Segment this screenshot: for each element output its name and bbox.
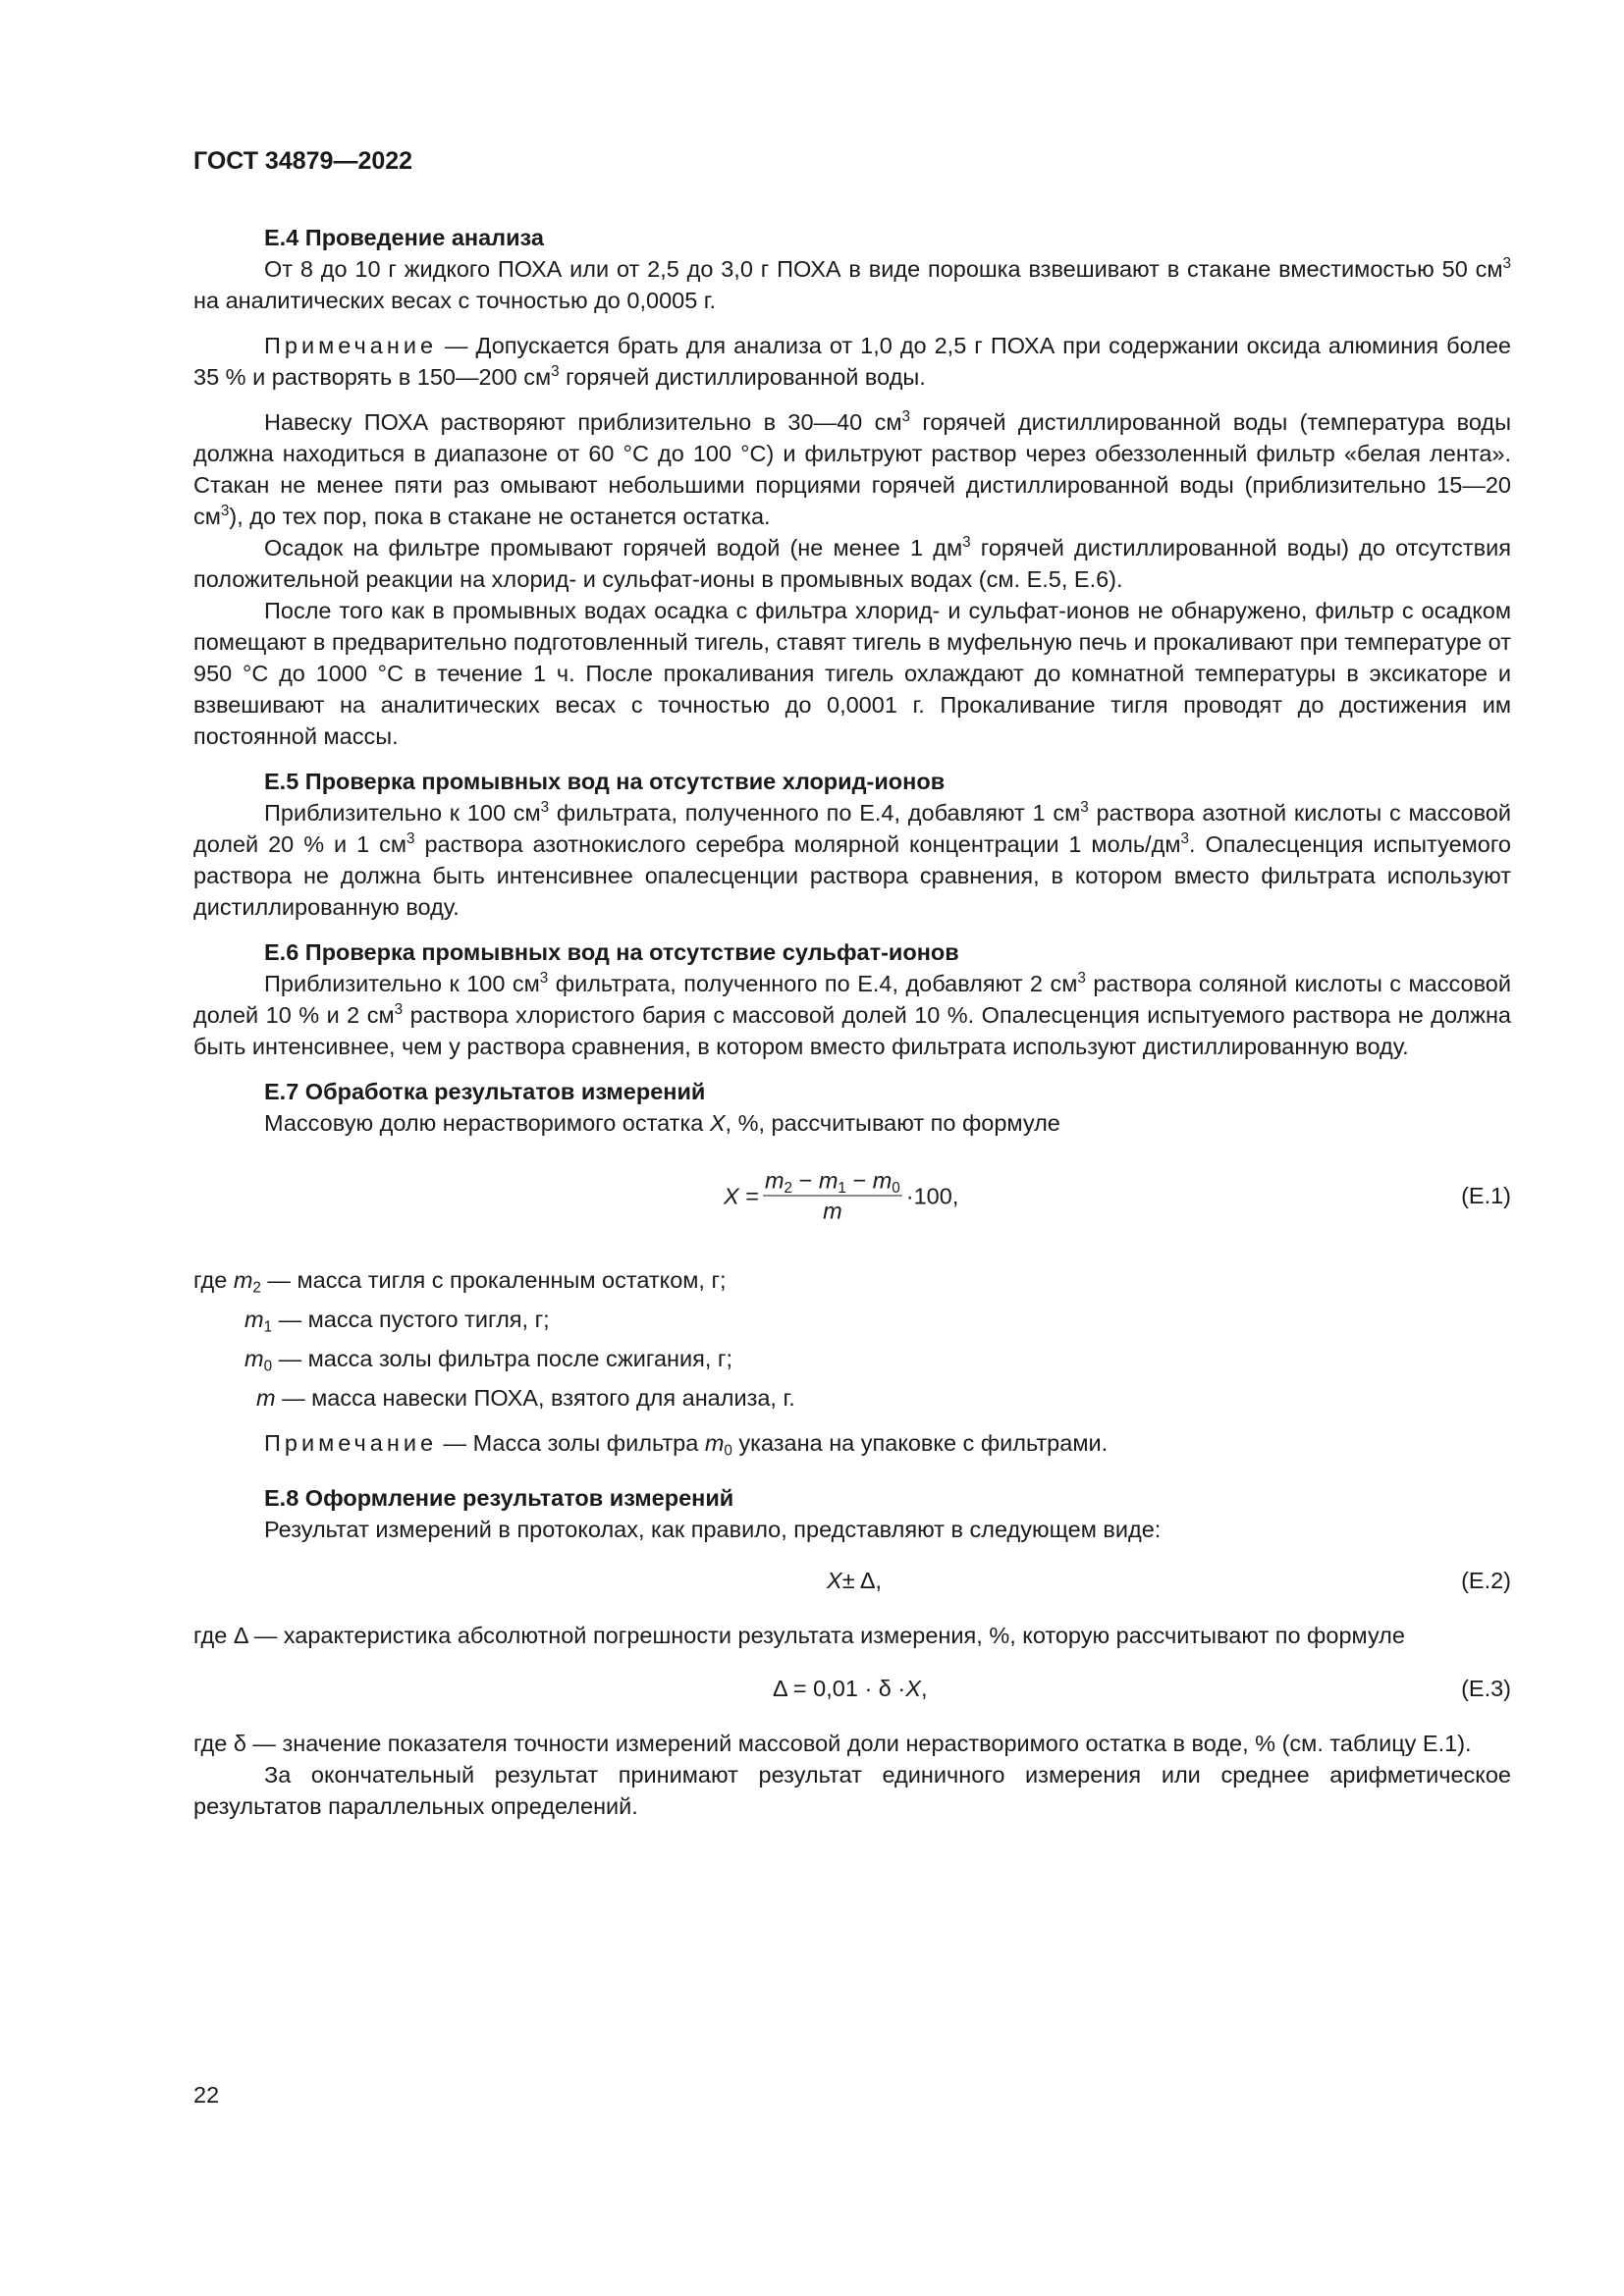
e4-paragraph-4: После того как в промывных водах осадка с фильтра хлорид- и сульфат-ионов не обнаружено, фильтр с осадком помещают в предварительно подготовленный тигель, ставят тигель в муфельную печь и прокаливают при температуре от 950 °С до 1000 °С в течение 1 ч. После прокаливания тигель охлаждают до комнатной температуры в эксикаторе и взвешивают на аналитических весах с точностью до 0,0001 г. Прокаливание тигля проводят до достижения им постоянной массы. bbox=[193, 598, 1511, 749]
section-e6-title: Е.6 Проверка промывных вод на отсутствие сульфат-ионов bbox=[264, 939, 959, 965]
formula-e1-number: (Е.1) bbox=[1461, 1183, 1511, 1208]
definition-m1: $m_1$ — масса пустого тигля, г; bbox=[244, 1307, 550, 1336]
e4-note: Примечание — Допускается брать для анализа от 1,0 до 2,5 г ПОХА при содержании оксида алюминия более 35 % и растворять в 150—200 $см^3$ горячей дистиллированной воды. bbox=[193, 333, 1511, 390]
formula-e3-expression: Δ = 0,01 · δ · X , bbox=[773, 1676, 928, 1701]
section-e4-title: Е.4 Проведение анализа bbox=[264, 225, 544, 250]
formula-e1 bbox=[193, 1156, 1511, 1235]
e4-paragraph-3: Осадок на фильтре промывают горячей водой (не менее 1 $дм^3$ горячей дистиллированной воды) до отсутствия положительной реакции на хлорид- и сульфат-ионы в промывных водах (см. Е.5, Е.6). bbox=[193, 533, 1511, 592]
formula-e1-fraction: $\frac{m_2 - m_1 - m_0}{m}$ bbox=[764, 1167, 900, 1224]
section-e5-title: Е.5 Проверка промывных вод на отсутствие хлорид-ионов bbox=[264, 769, 946, 794]
page-body bbox=[193, 222, 1511, 1822]
e5-paragraph: Приблизительно к 100 $см^3$ фильтрата, полученного по Е.4, добавляют 1 $см^3$ раствора азотной кислоты с массовой долей 20 % и 1 $см^3$ раствора азотнокислого серебра молярной концентрации 1 моль/$дм^3$. Опалесценция испытуемого раствора не должна быть интенсивнее опалесценции раствора сравнения, в котором вместо фильтрата используют дистиллированную воду. bbox=[193, 798, 1511, 920]
e4-paragraph-2: Навеску ПОХА растворяют приблизительно в 30—40 $см^3$ горячей дистиллированной воды (температура воды должна находиться в диапазоне от 60 °С до 100 °С) и фильтруют раствор через обеззоленный фильтр «белая лента». Стакан не менее пяти раз омывают небольшими порциями горячей дистиллированной воды (приблизительно 15—20 $см^3$), до тех пор, пока в стакане не останется остатка. bbox=[193, 407, 1511, 529]
definition-m2: где $m_2$ — масса тигля с прокаленным остатком, г; bbox=[193, 1267, 727, 1297]
e8-where-delta: где Δ — характеристика абсолютной погрешности результата измерения, %, которую рассчитывают по формуле bbox=[193, 1623, 1405, 1648]
e4-paragraph-1: От 8 до 10 г жидкого ПОХА или от 2,5 до 3,0 г ПОХА в виде порошка взвешивают в стакане вместимостью 50 $см^3$ на аналитических весах с точностью до 0,0005 г. bbox=[193, 254, 1511, 313]
formula-e1-expression: X = $\frac{m_2 - m_1 - m_0}{m}$ ·100, bbox=[724, 1167, 959, 1224]
e7-note: Примечание — Масса золы фильтра $m_0$ указана на упаковке с фильтрами. bbox=[264, 1430, 1109, 1460]
e7-definitions bbox=[193, 1264, 1511, 1414]
e8-where-small-delta: где δ — значение показателя точности измерений массовой доли нерастворимого остатка в воде, % (см. таблицу Е.1). bbox=[193, 1731, 1472, 1756]
e8-intro: Результат измерений в протоколах, как правило, представляют в следующем виде: bbox=[264, 1517, 1162, 1542]
definition-m: m — масса навески ПОХА, взятого для анализа, г. bbox=[256, 1385, 795, 1411]
page-number: 22 bbox=[193, 2082, 220, 2108]
formula-e2-number: (Е.2) bbox=[1461, 1568, 1511, 1593]
note-label: Примечание bbox=[264, 333, 438, 358]
e8-final: За окончательный результат принимают результат единичного измерения или среднее арифметическое результатов параллельных определений. bbox=[193, 1762, 1511, 1819]
section-e7-title: Е.7 Обработка результатов измерений bbox=[264, 1079, 706, 1104]
formula-e3 bbox=[193, 1663, 1511, 1714]
formula-e3-number: (Е.3) bbox=[1461, 1676, 1511, 1701]
note-label: Примечание bbox=[264, 1430, 438, 1456]
document-code: ГОСТ 34879—2022 bbox=[193, 147, 413, 175]
e6-paragraph: Приблизительно к 100 $см^3$ фильтрата, полученного по Е.4, добавляют 2 $см^3$ раствора соляной кислоты с массовой долей 10 % и 2 $см^3$ раствора хлористого бария с массовой долей 10 %. Опалесценция испытуемого раствора не должна быть интенсивнее, чем у раствора сравнения, в котором вместо фильтрата используют дистиллированную воду. bbox=[193, 969, 1511, 1059]
e7-intro: Массовую долю нерастворимого остатка X, %, рассчитывают по формуле bbox=[264, 1110, 1060, 1136]
formula-e2 bbox=[193, 1555, 1511, 1606]
formula-e2-expression: X ± Δ, bbox=[827, 1568, 883, 1593]
definition-m0: $m_0$ — масса золы фильтра после сжигания, г; bbox=[244, 1346, 732, 1375]
section-e8-title: Е.8 Оформление результатов измерений bbox=[264, 1485, 734, 1511]
